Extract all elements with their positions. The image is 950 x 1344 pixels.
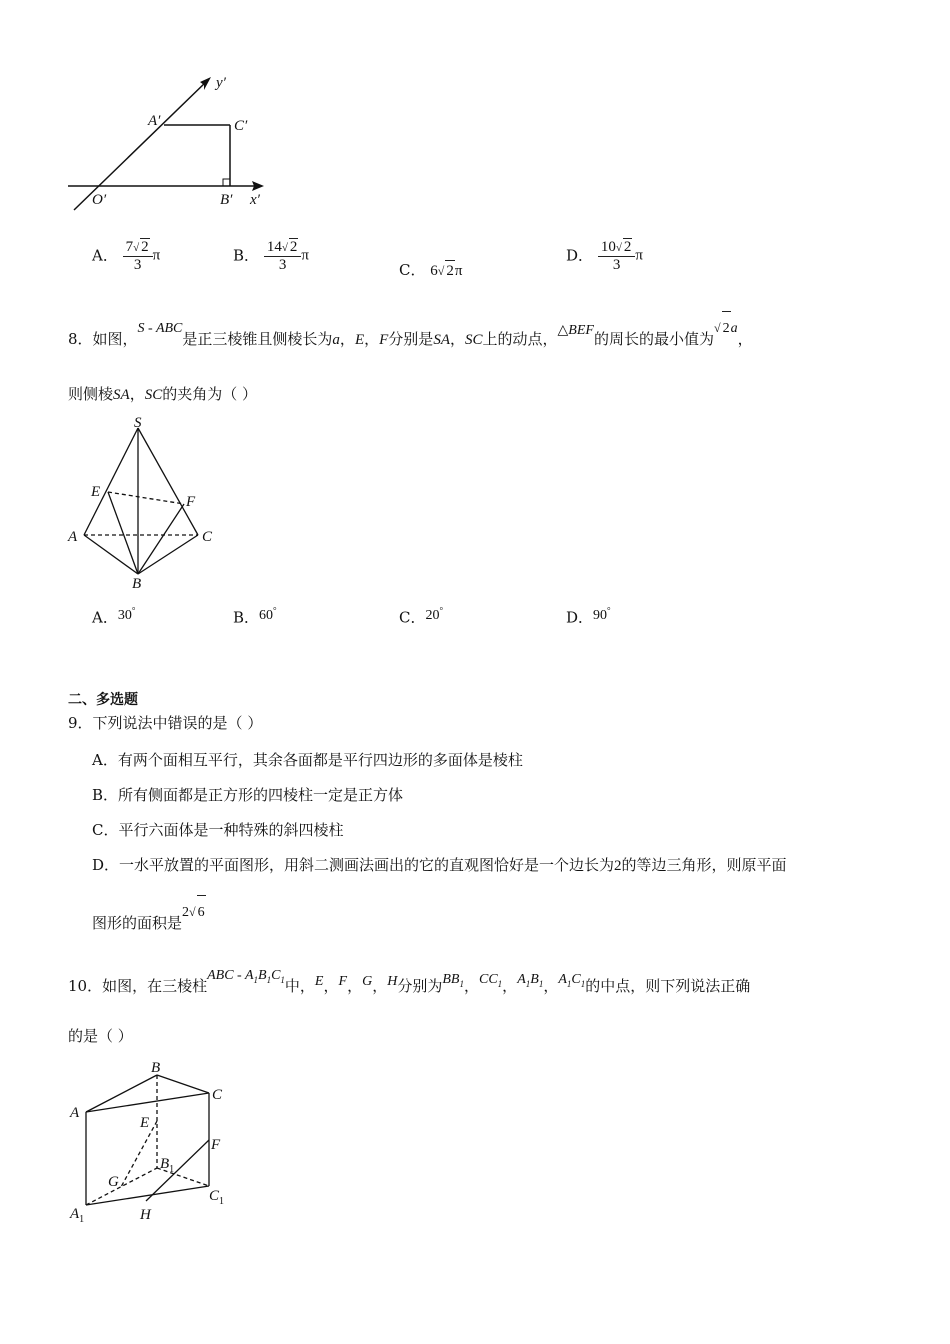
q9-option-c[interactable]: C．平行六面体是一种特殊的斜四棱柱 bbox=[92, 821, 344, 839]
option-value: 60° bbox=[259, 605, 277, 623]
option-letter: B． bbox=[233, 608, 260, 627]
q9-option-a[interactable]: A．有两个面相互平行，其余各面都是平行四边形的多面体是棱柱 bbox=[92, 751, 523, 769]
label-h: H bbox=[140, 1207, 151, 1223]
label-c: C bbox=[202, 529, 213, 545]
q8-min-value: √ 2a bbox=[714, 321, 738, 336]
pi-symbol: π bbox=[635, 247, 643, 264]
label-e: E bbox=[140, 1115, 150, 1131]
figure-q8-pyramid bbox=[62, 412, 232, 592]
label-c1: $C_1$ bbox=[209, 1188, 225, 1207]
q7-option-a[interactable] bbox=[92, 238, 160, 273]
q10-stem-line1: 10．如图，在三棱柱ABC - $A_1B_1C_1$中，E，F，G，H分别为$BB_1$，$CC_1$，$A_1B_1$，$A_1C_1$的中点，则下列说法正确 bbox=[68, 968, 751, 995]
option-value: 20° bbox=[425, 605, 444, 623]
q8-text: 是正三棱锥且侧棱长为 bbox=[182, 330, 333, 348]
edge-cb bbox=[138, 535, 198, 574]
q8-triangle-bef: △BEF bbox=[557, 323, 594, 338]
q8-var-sc: SC bbox=[465, 332, 483, 348]
label-y-prime: y′ bbox=[216, 75, 226, 91]
label-o-prime: O′ bbox=[92, 192, 107, 208]
figure-q7-oblique-diagram bbox=[60, 70, 280, 220]
option-letter: A． bbox=[92, 246, 118, 265]
option-value: 90° bbox=[593, 605, 611, 623]
label-f: F bbox=[186, 494, 196, 510]
right-angle-mark bbox=[223, 179, 230, 186]
label-x-prime: x′ bbox=[250, 192, 260, 208]
q8-option-a[interactable] bbox=[92, 604, 135, 630]
q8-expr-s-abc: S - ABC bbox=[137, 321, 183, 336]
label-b: B bbox=[151, 1060, 161, 1076]
option-fraction: $\frac{7√ 2}{3}$ bbox=[123, 238, 153, 273]
q10-stem-line2: 的是（ ） bbox=[68, 1027, 133, 1045]
q8-var-sa: SA bbox=[433, 332, 450, 348]
option-letter: D． bbox=[566, 608, 594, 627]
label-c-prime: C′ bbox=[234, 118, 248, 134]
label-f: F bbox=[211, 1137, 221, 1153]
edge-ab bbox=[84, 535, 138, 574]
label-e: E bbox=[91, 484, 101, 500]
q8-option-b[interactable] bbox=[233, 604, 277, 630]
segment-fb bbox=[138, 504, 184, 574]
option-value: 6√ 2π bbox=[430, 263, 462, 279]
edge-sa bbox=[84, 428, 138, 535]
q8-option-d[interactable] bbox=[566, 604, 611, 630]
q8-var-e: E bbox=[354, 332, 365, 348]
q9-option-d-line2: 图形的面积是2√ 6 bbox=[92, 906, 206, 942]
pi-symbol: π bbox=[152, 247, 161, 264]
label-g: G bbox=[108, 1174, 119, 1190]
q8-stem-line1: 8．如图，S - ABC是正三棱锥且侧棱长为a，E，F分别是SA，SC上的动点，△BEF的周长的最小值为√ 2a， bbox=[68, 322, 753, 358]
q9-area-value: 2√ 6 bbox=[182, 905, 206, 920]
figure-q10-prism bbox=[62, 1055, 242, 1230]
option-fraction: $\frac{14√ 2}{3}$ bbox=[264, 238, 302, 273]
label-c: C bbox=[212, 1087, 223, 1103]
q8-option-c[interactable] bbox=[399, 604, 443, 630]
label-a1: $A_1$ bbox=[70, 1206, 85, 1225]
option-value: 30° bbox=[117, 605, 136, 623]
option-fraction: $\frac{10√ 2}{3}$ bbox=[598, 238, 636, 273]
label-s: S bbox=[134, 415, 142, 431]
q7-option-c[interactable] bbox=[399, 260, 462, 281]
q8-var-a: a bbox=[332, 332, 340, 348]
q7-option-d[interactable] bbox=[566, 238, 643, 273]
option-letter: A． bbox=[92, 608, 118, 627]
segment-eb bbox=[108, 492, 138, 574]
q9-option-b[interactable]: B．所有侧面都是正方形的四棱柱一定是正方体 bbox=[92, 786, 404, 804]
label-b-prime: B′ bbox=[220, 192, 233, 208]
label-b1: $B_1$ bbox=[160, 1156, 175, 1175]
q8-var-f: F bbox=[379, 332, 389, 348]
hidden-segment-ef bbox=[108, 492, 184, 504]
q8-number: 8．如图， bbox=[68, 330, 138, 348]
edge-a1c1 bbox=[86, 1186, 209, 1205]
q9-option-d[interactable]: D．一水平放置的平面图形，用斜二测画法画出的它的直观图恰好是一个边长为2的等边三角形，则原平面 bbox=[92, 856, 787, 874]
section-title-multiple-choice: 二、多选题 bbox=[68, 692, 138, 708]
q7-option-b[interactable] bbox=[233, 238, 309, 273]
segment-fh bbox=[146, 1140, 209, 1201]
q10-prism-name: ABC - $A_1B_1C_1$ bbox=[207, 968, 285, 985]
label-b: B bbox=[132, 576, 142, 592]
y-axis bbox=[74, 80, 208, 210]
y-axis-arrow bbox=[200, 77, 211, 90]
edge-sc bbox=[138, 428, 198, 535]
option-letter: D． bbox=[566, 246, 594, 265]
q9-stem: 9．下列说法中错误的是（ ） bbox=[68, 714, 263, 732]
edge-bc bbox=[157, 1075, 209, 1093]
label-a: A bbox=[68, 529, 78, 545]
option-letter: C． bbox=[399, 608, 426, 627]
option-letter: B． bbox=[233, 246, 260, 265]
label-a: A bbox=[70, 1105, 80, 1121]
q8-stem-line2: 则侧棱SA，SC的夹角为（ ） bbox=[68, 385, 257, 403]
pi-symbol: π bbox=[301, 247, 309, 264]
label-a-prime: A′ bbox=[148, 113, 161, 129]
option-letter: C． bbox=[399, 261, 426, 279]
